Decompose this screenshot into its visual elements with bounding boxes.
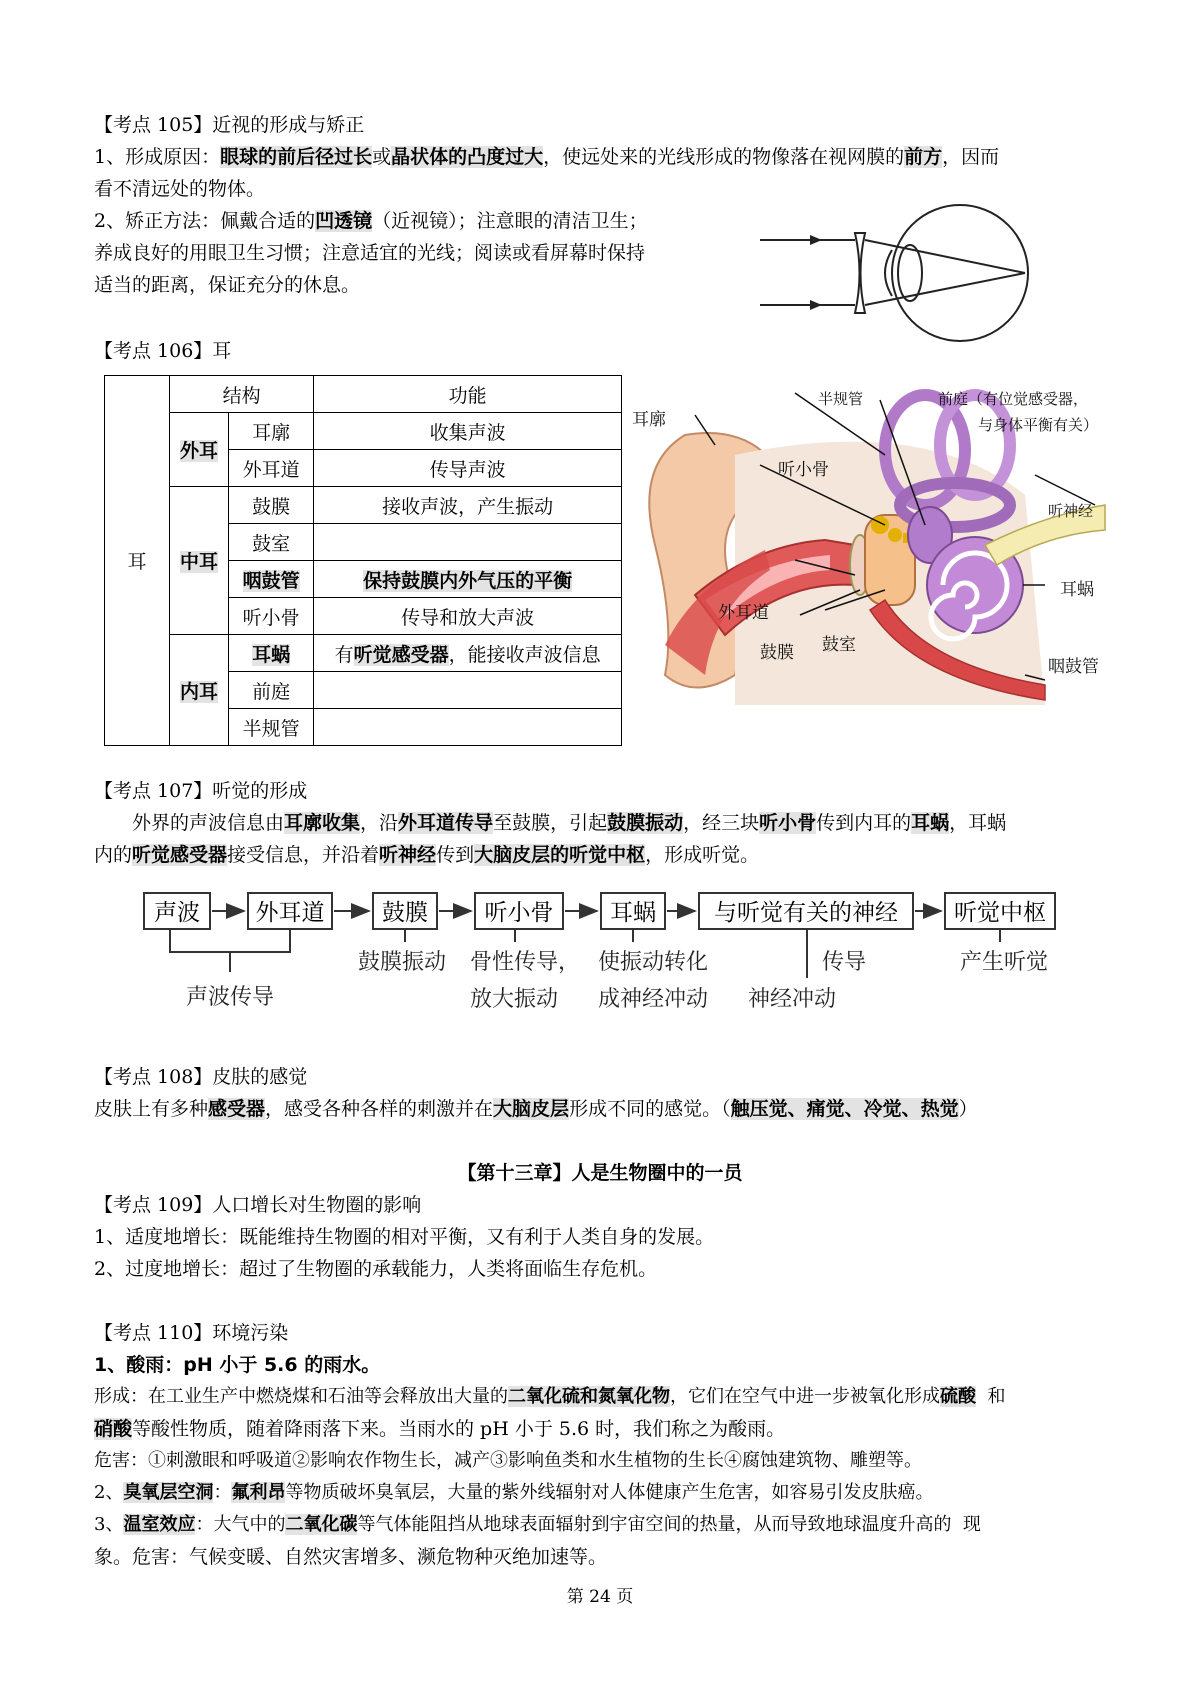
ear-structure-table xyxy=(104,375,622,746)
k109-line1: 1、适度地增长：既能维持生物圈的相对平衡，又有利于人类自身的发展。 xyxy=(94,1226,715,1248)
flow-label-amplify: 放大振动 xyxy=(470,987,559,1012)
k110-line1: 1、酸雨：pH 小于 5.6 的雨水。 xyxy=(94,1354,381,1376)
ear-label-vestibule-note: 与身体平衡有关） xyxy=(978,416,1099,434)
flow-label-conduct: 传导 xyxy=(822,950,867,975)
k107-para-line1: 外界的声波信息由耳廓收集，沿外耳道传导至鼓膜，引起鼓膜振动，经三块听小骨传到内耳的耳蜗，耳蜗 xyxy=(132,812,1007,834)
table-header-structure: 结构 xyxy=(170,376,314,413)
flow-label-bone-conduction: 骨性传导， xyxy=(470,950,581,975)
flow-box-sound-wave: 声波 xyxy=(143,892,211,930)
k107-para-line2: 内的听觉感受器接受信息，并沿着听神经传到大脑皮层的听觉中枢，形成听觉。 xyxy=(94,844,760,866)
flow-label-convert: 使振动转化 xyxy=(598,950,709,975)
table-row: 前庭 xyxy=(229,672,314,709)
flow-label-nerve-impulse: 成神经冲动 xyxy=(598,987,709,1012)
k105-line1: 1、形成原因：眼球的前后径过长或晶状体的凸度过大，使远处来的光线形成的物像落在视网膜的前方，因而 xyxy=(94,146,1000,168)
table-middle-ear: 中耳 xyxy=(179,551,218,573)
ear-label-pinna: 耳廓 xyxy=(632,410,666,430)
table-row xyxy=(314,709,622,746)
table-row: 听小骨 xyxy=(229,598,314,635)
k107-title: 【考点 107】听觉的形成 xyxy=(94,780,308,802)
table-row: 传导和放大声波 xyxy=(314,598,622,635)
table-row xyxy=(314,524,622,561)
ear-label-eardrum: 鼓膜 xyxy=(760,643,794,663)
flow-label-sound-conduction: 声波传导 xyxy=(186,985,275,1010)
flow-box-cochlea: 耳蜗 xyxy=(600,892,666,930)
k108-line: 皮肤上有多种感受器，感受各种各样的刺激并在大脑皮层形成不同的感觉。（触压觉、痛觉、冷觉、热觉） xyxy=(94,1098,978,1120)
flow-box-auditory-center: 听觉中枢 xyxy=(944,892,1056,930)
table-row: 耳廓 xyxy=(229,413,314,450)
flow-label-nerve-impulse-2: 神经冲动 xyxy=(748,987,837,1012)
flow-box-ear-canal: 外耳道 xyxy=(247,892,333,930)
table-row: 收集声波 xyxy=(314,413,622,450)
table-row: 传导声波 xyxy=(314,450,622,487)
k105-line4: 养成良好的用眼卫生习惯；注意适宜的光线；阅读或看屏幕时保持 xyxy=(94,242,646,264)
ear-label-ossicles: 听小骨 xyxy=(778,460,829,480)
ear-label-vestibule: 前庭（有位觉感受器， xyxy=(938,390,1089,408)
flow-box-eardrum: 鼓膜 xyxy=(372,892,438,930)
table-row: 有听觉感受器，能接收声波信息 xyxy=(314,635,622,672)
table-row: 咽鼓管 xyxy=(242,569,300,592)
k106-title: 【考点 106】耳 xyxy=(94,340,232,362)
k110-line4: 危害：①刺激眼和呼吸道②影响农作物生长，减产③影响鱼类和水生植物的生长④腐蚀建筑物、雕塑等。 xyxy=(94,1450,922,1471)
k110-title: 【考点 110】环境污染 xyxy=(94,1322,289,1344)
table-header-function: 功能 xyxy=(314,376,622,413)
k110-line6: 3、温室效应：大气中的二氧化碳等气体能阻挡从地球表面辐射到宇宙空间的热量，从而导致地球温度升高的 现 xyxy=(94,1514,981,1535)
chapter-title: 【第十三章】人是生物圈中的一员 xyxy=(457,1162,743,1184)
table-organ: 耳 xyxy=(105,376,170,746)
k110-line5: 2、臭氧层空洞：氟利昂等物质破坏臭氧层，大量的紫外线辐射对人体健康产生危害，如容易引发皮肤癌。 xyxy=(94,1482,934,1503)
myopia-correction-diagram xyxy=(760,195,1030,355)
table-row: 保持鼓膜内外气压的平衡 xyxy=(363,569,573,592)
table-row: 接收声波，产生振动 xyxy=(314,487,622,524)
k105-line5: 适当的距离，保证充分的休息。 xyxy=(94,274,361,296)
flow-label-hearing: 产生听觉 xyxy=(960,950,1049,975)
ear-label-ear-canal: 外耳道 xyxy=(718,603,769,623)
k108-title: 【考点 108】皮肤的感觉 xyxy=(94,1066,308,1088)
ear-label-auditory-nerve: 听神经 xyxy=(1048,502,1094,520)
ear-label-cochlea: 耳蜗 xyxy=(1060,580,1094,600)
k105-line2: 看不清远处的物体。 xyxy=(94,178,266,200)
k110-line3: 硝酸等酸性物质，随着降雨落下来。当雨水的 pH 小于 5.6 时，我们称之为酸雨。 xyxy=(94,1418,786,1440)
table-row: 鼓室 xyxy=(229,524,314,561)
table-row: 鼓膜 xyxy=(229,487,314,524)
table-inner-ear: 内耳 xyxy=(179,680,218,703)
table-outer-ear: 外耳 xyxy=(179,440,218,462)
ear-label-semicircular-canals: 半规管 xyxy=(818,390,864,408)
k105-line3: 2、矫正方法：佩戴合适的凹透镜（近视镜）；注意眼的清洁卫生； xyxy=(94,210,648,232)
flow-box-auditory-nerve: 与听觉有关的神经 xyxy=(698,892,914,930)
k110-line2: 形成：在工业生产中燃烧煤和石油等会释放出大量的二氧化硫和氮氧化物，它们在空气中进一步被氧化形成硫酸 和 xyxy=(94,1386,1006,1407)
k110-line7: 象。危害：气候变暖、自然灾害增多、濒危物种灭绝加速等。 xyxy=(94,1546,608,1568)
flow-label-drum-vibration: 鼓膜振动 xyxy=(358,950,447,975)
k109-line2: 2、过度地增长：超过了生物圈的承载能力，人类将面临生存危机。 xyxy=(94,1258,658,1280)
page-number: 第 24 页 xyxy=(566,1587,634,1607)
ear-label-tympanic-cavity: 鼓室 xyxy=(822,635,856,655)
k109-title: 【考点 109】人口增长对生物圈的影响 xyxy=(94,1194,422,1216)
table-row: 外耳道 xyxy=(229,450,314,487)
flow-box-ossicles: 听小骨 xyxy=(474,892,564,930)
table-row: 半规管 xyxy=(229,709,314,746)
table-row: 耳蜗 xyxy=(252,643,291,666)
ear-label-eustachian-tube: 咽鼓管 xyxy=(1048,657,1099,677)
table-row xyxy=(314,672,622,709)
k105-title: 【考点 105】近视的形成与矫正 xyxy=(94,114,365,136)
